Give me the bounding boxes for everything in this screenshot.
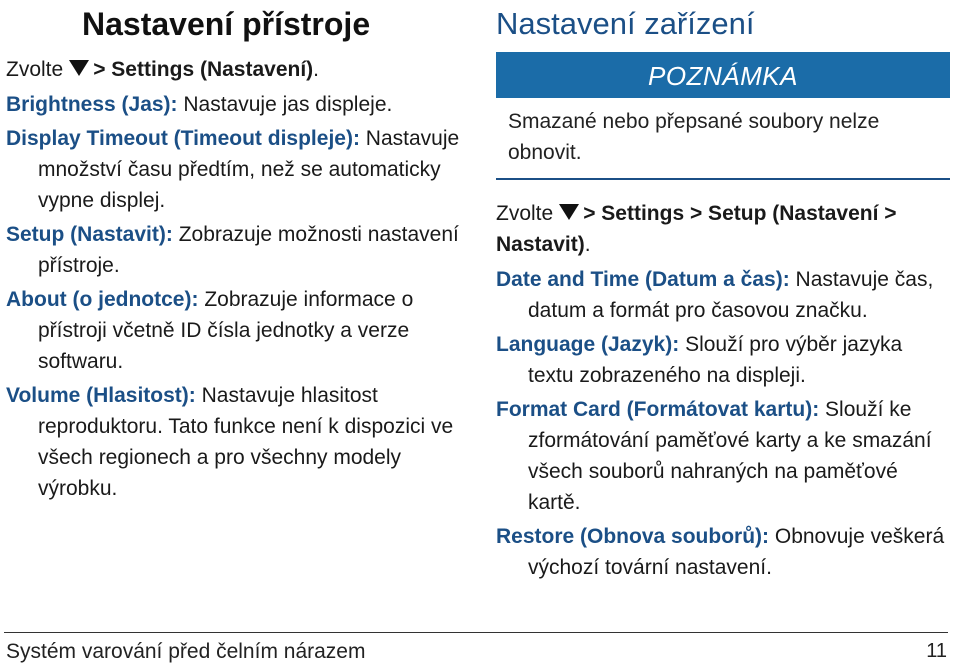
entry-display-timeout: [6, 123, 476, 216]
menu-down-triangle-icon: [69, 60, 89, 76]
entry-desc: Obnovuje veškerá výchozí tovární nastavení.: [528, 525, 945, 579]
intro-path: > Settings > Setup (Nastavení > Nastavit): [496, 202, 897, 256]
left-column: [6, 4, 476, 507]
note-header: POZNÁMKA: [496, 52, 950, 98]
entry-term: Date and Time (Datum a čas):: [496, 268, 790, 291]
entry-desc: Nastavuje jas displeje.: [183, 93, 393, 116]
entry-term: Format Card (Formátovat kartu):: [496, 398, 820, 421]
intro-instruction: [6, 54, 476, 85]
intro-suffix: .: [313, 58, 320, 81]
entry-setup: [6, 219, 476, 281]
entry-term: Brightness (Jas):: [6, 93, 178, 116]
entry-desc: Zobrazuje informace o přístroji včetně ID čísla jednotky a verze softwaru.: [38, 288, 414, 373]
intro-suffix: .: [584, 233, 591, 256]
entry-term: Volume (Hlasitost):: [6, 384, 196, 407]
intro-path: > Settings (Nastavení): [93, 58, 314, 81]
entry-volume: [6, 380, 476, 504]
footer-page-number: 11: [926, 640, 947, 662]
entry-term: Setup (Nastavit):: [6, 223, 173, 246]
note-body: Smazané nebo přepsané soubory nelze obnovit.: [508, 110, 880, 164]
entry-desc: Slouží ke zformátování paměťové karty a ke smazání všech souborů nahraných na paměťové kartě.: [528, 398, 932, 514]
entry-restore: [496, 521, 950, 583]
entry-format-card: [496, 394, 950, 518]
entry-brightness: [6, 89, 476, 120]
entry-desc: Slouží pro výběr jazyka textu zobrazeného na displeji.: [528, 333, 903, 387]
intro-prefix: Zvolte: [6, 58, 64, 81]
entry-about: [6, 284, 476, 377]
menu-down-triangle-icon: [559, 204, 579, 220]
entry-date-time: [496, 264, 950, 326]
footer-section-title: Systém varování před čelním nárazem: [6, 640, 366, 663]
section-title-device: Nastavení zařízení: [496, 6, 755, 41]
right-column: [496, 4, 950, 586]
entry-desc: Zobrazuje možnosti nastavení přístroje.: [38, 223, 459, 277]
footer-divider: [4, 632, 948, 633]
note-box: [496, 52, 950, 180]
page-title-device-settings: Nastavení přístroje: [82, 6, 371, 42]
intro-prefix: Zvolte: [496, 202, 554, 225]
entry-language: [496, 329, 950, 391]
entry-term: Display Timeout (Timeout displeje):: [6, 127, 360, 150]
entry-term: Restore (Obnova souborů):: [496, 525, 770, 548]
entry-desc: Nastavuje čas, datum a formát pro časovou značku.: [528, 268, 934, 322]
entry-term: About (o jednotce):: [6, 288, 199, 311]
entry-term: Language (Jazyk):: [496, 333, 680, 356]
intro-instruction-right: [496, 198, 950, 260]
entry-desc: Nastavuje hlasitost reproduktoru. Tato funkce není k dispozici ve všech regionech a pro všechny modely výrobku.: [38, 384, 454, 500]
entry-desc: Nastavuje množství času předtím, než se automaticky vypne displej.: [38, 127, 460, 212]
